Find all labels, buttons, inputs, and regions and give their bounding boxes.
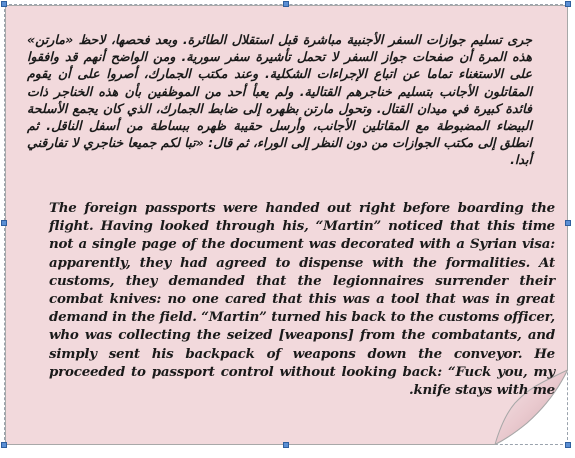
resize-handle-middle-right[interactable] [565,220,571,226]
resize-handle-middle-left[interactable] [1,220,7,226]
resize-handle-bottom-left[interactable] [1,442,7,448]
resize-handle-top-center[interactable] [283,1,289,7]
resize-handle-top-left[interactable] [1,1,7,7]
folded-corner-note[interactable] [5,5,568,445]
resize-handle-bottom-right[interactable] [565,442,571,448]
resize-handle-top-right[interactable] [565,1,571,7]
arabic-paragraph: جرى تسليم جوازات السفر الأجنبية مباشرة قبل استقلال الطائرة. وبعد فحصها، لاحظ «مارتن» هذه المرة أن صفحات جواز السفر لا تحمل تأشيرة سفر سورية. ومن الواضح أنهم قد وافقوا على الاستغناء تماما عن اتباع الإجراءات الشكلية. وعند مكتب الجمارك، أصروا على أن يقوم المقاتلون الأجانب بتسليم خناجرهم القتالية. ولم يعبأ أحد من الموظفين بأن هذه الخناجر ذات فائدة كبيرة في ميدان القتال. وتحول مارتن بظهره إلى ضابط الجمارك، الذي كان يجمع الأسلحة البيضاء المضبوطة مع المقاتلين الأجانب، وأرسل حقيبة ظهره ببساطة من أسفل الناقل. ثم انطلق إلى مكتب الجوازات من دون النظر إلى الوراء، ثم قال: «تبا لكم جميعا خناجري لا تفارقني أبدا. [27,32,532,168]
english-paragraph: The foreign passports were handed out right before boarding the flight. Having looked through his, “Martin” noticed that this time not a single page of the document was decorated with a Syrian visa: apparently, they had agreed to dispense with the formalities. At customs, they demanded that the legionnaires surrender their combat knives: no one cared that this was a tool that was in great demand in the field. “Martin” turned his back to the customs officer, who was collecting the seized [weapons] from the combatants, and simply sent his backpack of weapons down the conveyor. He proceeded to passport control without looking back: “Fuck you, my knife stays with me. [49,200,555,399]
resize-handle-bottom-center[interactable] [283,442,289,448]
